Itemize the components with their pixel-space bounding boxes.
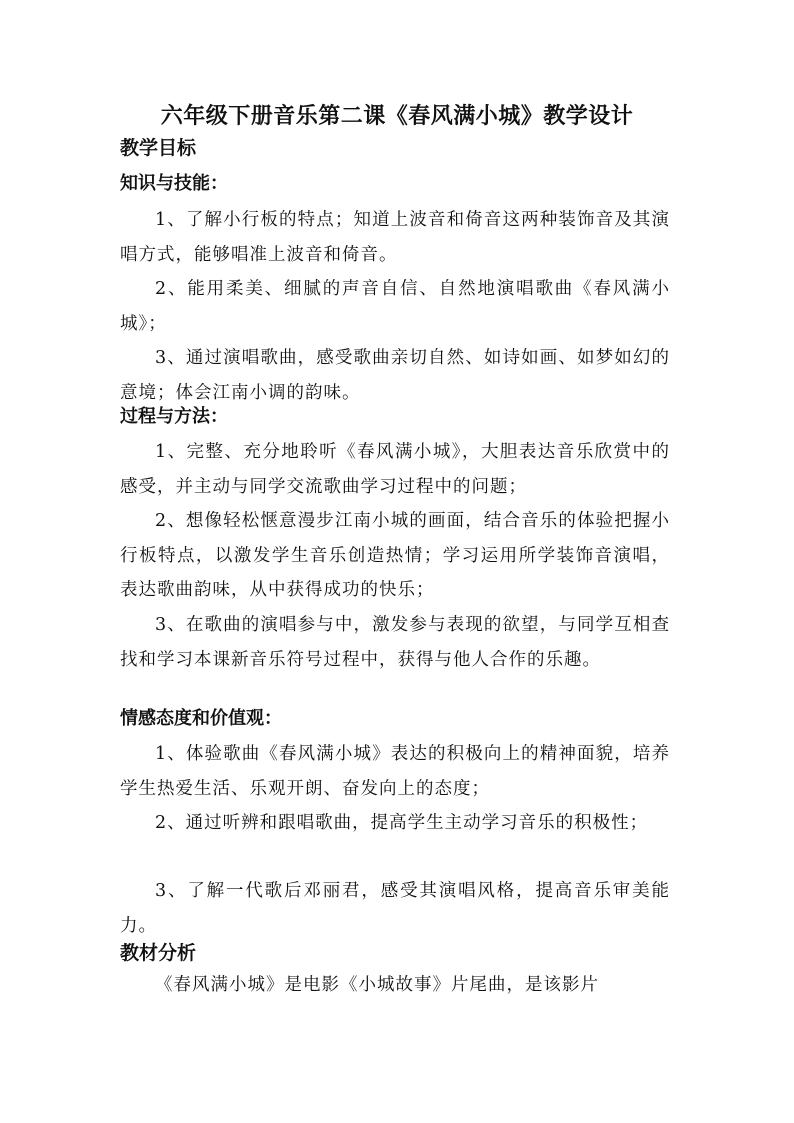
process-item-1: 1、完整、充分地聆听《春风满小城》，大胆表达音乐欣赏中的感受，并主动与同学交流歌曲学习过程中的问题；: [120, 442, 670, 497]
attitude-item-3: 3、了解一代歌后邓丽君，感受其演唱风格，提高音乐审美能力。: [120, 881, 670, 936]
document-title: 六年级下册音乐第二课《春风满小城》教学设计: [160, 103, 634, 129]
heading-attitude-values: 情感态度和价值观：: [120, 708, 282, 729]
process-item-3: 3、在歌曲的演唱参与中，激发参与表现的欲望，与同学互相查找和学习本课新音乐符号过程中，获得与他人合作的乐趣。: [120, 615, 670, 670]
heading-process-methods: 过程与方法：: [120, 406, 228, 427]
heading-material-analysis: 教材分析: [120, 942, 197, 964]
heading-knowledge-skills: 知识与技能：: [120, 173, 228, 194]
attitude-item-1: 1、体验歌曲《春风满小城》表达的积极向上的精神面貌，培养学生热爱生活、乐观开朗、奋发向上的态度；: [120, 744, 670, 799]
attitude-item-2: 2、通过听辨和跟唱歌曲，提高学生主动学习音乐的积极性；: [155, 813, 649, 833]
knowledge-item-3: 3、通过演唱歌曲，感受歌曲亲切自然、如诗如画、如梦如幻的意境；体会江南小调的韵味。: [120, 348, 670, 403]
heading-teaching-goals: 教学目标: [120, 137, 197, 159]
knowledge-item-2: 2、能用柔美、细腻的声音自信、自然地演唱歌曲《春风满小城》；: [120, 279, 670, 334]
process-item-2: 2、想像轻松惬意漫步江南小城的画面，结合音乐的体验把握小行板特点，以激发学生音乐创造热情；学习运用所学装饰音演唱，表达歌曲韵味，从中获得成功的快乐；: [120, 511, 670, 601]
material-analysis-text: 《春风满小城》是电影《小城故事》片尾曲，是该影片: [155, 975, 599, 995]
knowledge-item-1: 1、了解小行板的特点；知道上波音和倚音这两种装饰音及其演唱方式，能够唱准上波音和倚音。: [120, 210, 670, 265]
